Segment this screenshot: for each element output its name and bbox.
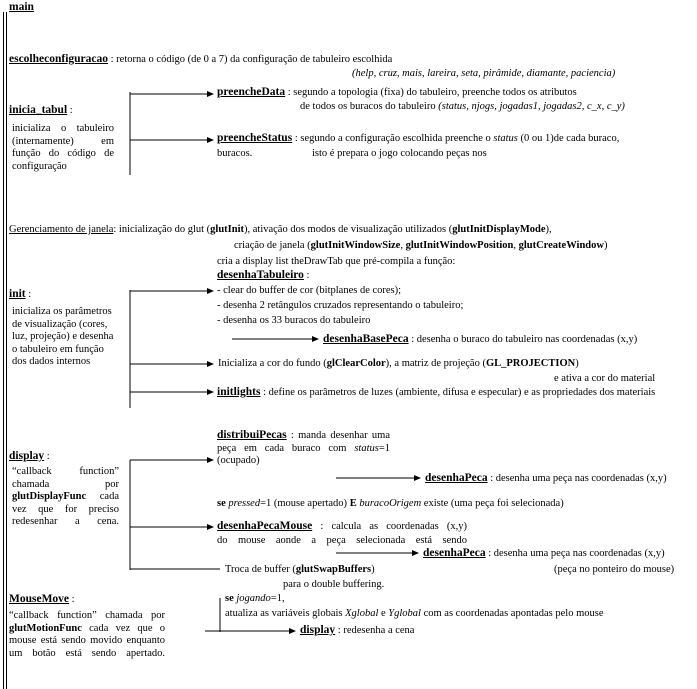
preencheStatus-line1a: : segundo a configuração escolhida preenche o [294, 133, 491, 144]
pressed-var: pressed [228, 498, 261, 509]
init-desc: inicializa os parâmetros de visualização (cores, luz, projeção) e desenha o tabuleiro em função dos dados internos [12, 306, 114, 367]
preencheStatus-line2b: isto é prepara o jogo colocando peças nos [312, 148, 487, 159]
display-redraw-row [300, 624, 414, 637]
clear-color-line [218, 358, 579, 370]
material-color-note: e ativa a cor do material [554, 373, 656, 384]
jogando-e: e [381, 608, 386, 619]
preencheData-line2: de todos os buracos do tabuleiro [300, 101, 436, 112]
janela-l2b: ) [603, 240, 608, 251]
glutInit: glutInit [210, 224, 244, 235]
double-buffering-note: para o double buffering. [283, 579, 385, 590]
display-list-note: cria a display list theDrawTab que pré-compila a função: [217, 256, 456, 267]
desenhaPecaMouse-line1 [217, 520, 467, 534]
main-label: main [9, 1, 34, 13]
preencheStatus-row [217, 132, 619, 145]
desenhaTabuleiro-fn: desenhaTabuleiro [217, 269, 304, 281]
status-var: status [493, 133, 518, 144]
preencheData-line1: : segundo a topologia (fixa) do tabuleiro, preenche todos os atributos [287, 87, 577, 98]
janela-line2 [234, 240, 607, 252]
display-fn: display [9, 450, 45, 462]
jogando-a: atualiza as variáveis globais [225, 608, 343, 619]
pressed-b: existe (uma peça foi selecionada) [423, 498, 564, 509]
desenhaPeca-desc: : desenha uma peça nas coordenadas (x,y) [488, 548, 665, 559]
swap-line [225, 564, 375, 576]
se-keyword: se [217, 498, 226, 509]
desenhaTabuleiro-item: - desenha os 33 buracos do tabuleiro [217, 315, 371, 326]
janela-sep1: , [400, 240, 403, 251]
display-redraw-desc: : redesenha a cena [337, 625, 415, 636]
desenhaTabuleiro-colon: : [306, 270, 310, 281]
initlights-desc: : define os parâmetros de luzes (ambiente, difusa e especular) e as propriedades dos materiais [263, 387, 656, 398]
display-desc2: cada vez que for preciso redesenhar a cena. [12, 491, 119, 527]
inicia-row [9, 104, 73, 117]
jogando-eq: =1, [270, 593, 285, 604]
distribuiPecas-fn: distribuiPecas [217, 429, 287, 441]
init-row [9, 288, 31, 301]
mousemove-desc2: cada vez que o mouse está sendo movido enquanto um botão está sendo apertado. [9, 622, 165, 659]
pressed-a: =1 (mouse apertado) [260, 498, 348, 509]
update-globals-line [225, 608, 604, 620]
preencheData-row2 [300, 101, 625, 113]
mousemove-desc1: “callback function” chamada por [9, 610, 165, 621]
escolheconfiguracao-fn: escolheconfiguracao [9, 53, 109, 65]
clearColor-a: Inicializa a cor do fundo ( [218, 358, 327, 369]
init-fn: init [9, 288, 26, 300]
jogando-var: jogando [236, 593, 271, 604]
desenhaPeca-row-1 [425, 472, 667, 485]
desenhaTabuleiro-item: - desenha 2 retângulos cruzados representando o tabuleiro; [217, 300, 464, 311]
desenhaPeca-fn: desenhaPeca [425, 472, 488, 484]
swap-a: Troca de buffer ( [225, 564, 296, 575]
display-fn: display [300, 624, 336, 636]
janela-l1c: ), ativação dos modos de visualização utilizados ( [244, 224, 453, 235]
distribuiPecas-desc1: : manda desenhar uma peça em cada buraco com [217, 430, 390, 454]
desenhaPeca-row-2 [423, 547, 665, 560]
glutCreateWindow: glutCreateWindow [518, 240, 604, 251]
desenhaPeca-desc: : desenha uma peça nas coordenadas (x,y) [490, 473, 667, 484]
and-keyword: E [349, 498, 357, 509]
desenhaPecaMouse-desc2: do mouse aonde a peça selecionada está sendo [217, 535, 467, 546]
desenhaBasePeca-fn: desenhaBasePeca [323, 333, 409, 345]
desenhaPeca-fn: desenhaPeca [423, 547, 486, 559]
jogando-condition [225, 593, 285, 605]
distribuiPecas-block [217, 429, 390, 468]
initlights-fn: initlights [217, 386, 261, 398]
display-desc1: “callback function” chamada por [12, 466, 119, 490]
mousemove-desc [9, 610, 165, 660]
janela-heading: Gerenciamento de janela [9, 224, 114, 235]
desenhaBasePeca-desc: : desenha o buraco do tabuleiro nas coordenadas (x,y) [411, 334, 638, 345]
inicia-colon: : [69, 105, 73, 116]
se-keyword: se [225, 593, 234, 604]
display-desc [12, 466, 119, 529]
display-colon: : [46, 451, 50, 462]
preencheStatus-fn: preencheStatus [217, 132, 293, 144]
glutInitWindowSize: glutInitWindowSize [310, 240, 401, 251]
preencheData-fn: preencheData [217, 86, 286, 98]
janela-line1 [9, 224, 552, 236]
glClearColor: glClearColor [326, 358, 386, 369]
jogando-b: com as coordenadas apontadas pelo mouse [423, 608, 604, 619]
inicia-tabul-fn: inicia_tabul [9, 104, 68, 116]
glutMotionFunc: glutMotionFunc [9, 622, 82, 634]
escolhe-desc: : retorna o código (de 0 a 7) da configuração de tabuleiro escolhida [110, 54, 393, 65]
glutSwapBuffers: glutSwapBuffers [295, 564, 372, 575]
preencheData-attrs: (status, njogs, jogadas1, jogadas2, c_x, c_y) [438, 101, 625, 112]
desenhaTabuleiro-item: - clear do buffer de cor (bitplanes de cores); [217, 285, 402, 296]
clearColor-b: ), a matriz de projeção ( [385, 358, 486, 369]
desenhaBasePeca-row [323, 333, 637, 346]
mouse-pointer-note: (peça no ponteiro do mouse) [554, 564, 675, 575]
initlights-row [217, 386, 655, 399]
desenhaTabuleiro-row [217, 269, 309, 282]
desenhaPecaMouse-fn: desenhaPecaMouse [217, 520, 313, 532]
config-options: (help, cruz, mais, lareira, seta, pirâmide, diamante, paciencia) [352, 68, 616, 79]
MouseMove-fn: MouseMove [9, 593, 70, 605]
glutInitWindowPosition: glutInitWindowPosition [405, 240, 514, 251]
preencheData-row [217, 86, 577, 99]
mousemove-row [9, 593, 75, 606]
display-row [9, 450, 50, 463]
preencheStatus-line2a: buracos. [217, 148, 253, 159]
glutInitDisplayMode: glutInitDisplayMode [452, 224, 546, 235]
buracoOrigem-var: buracoOrigem [359, 498, 422, 509]
pressed-condition [217, 498, 564, 510]
GL_PROJECTION: GL_PROJECTION [485, 358, 576, 369]
status-var: status [354, 442, 379, 454]
swap-b: ) [371, 564, 375, 575]
init-colon: : [28, 289, 32, 300]
janela-l2a: criação de janela ( [234, 240, 311, 251]
preencheStatus-line1b: (0 ou 1)de cada buraco, [520, 133, 620, 144]
Yglobal-var: Yglobal [388, 608, 421, 619]
escolhe-row [9, 53, 392, 66]
mousemove-colon: : [71, 594, 75, 605]
Xglobal-var: Xglobal [345, 608, 379, 619]
clearColor-c: ) [575, 358, 579, 369]
janela-sep2: , [513, 240, 516, 251]
janela-l1d: ), [545, 224, 552, 235]
glutDisplayFunc: glutDisplayFunc [12, 491, 87, 502]
inicia-desc: inicializa o tabuleiro (internamente) em função do código de configuração [12, 123, 114, 172]
janela-l1b: : inicialização do glut ( [113, 224, 211, 235]
distribuiPecas-desc2: =1 (ocupado) [217, 442, 390, 466]
desenhaPecaMouse-desc1: : calcula as coordenadas (x,y) [320, 521, 468, 532]
